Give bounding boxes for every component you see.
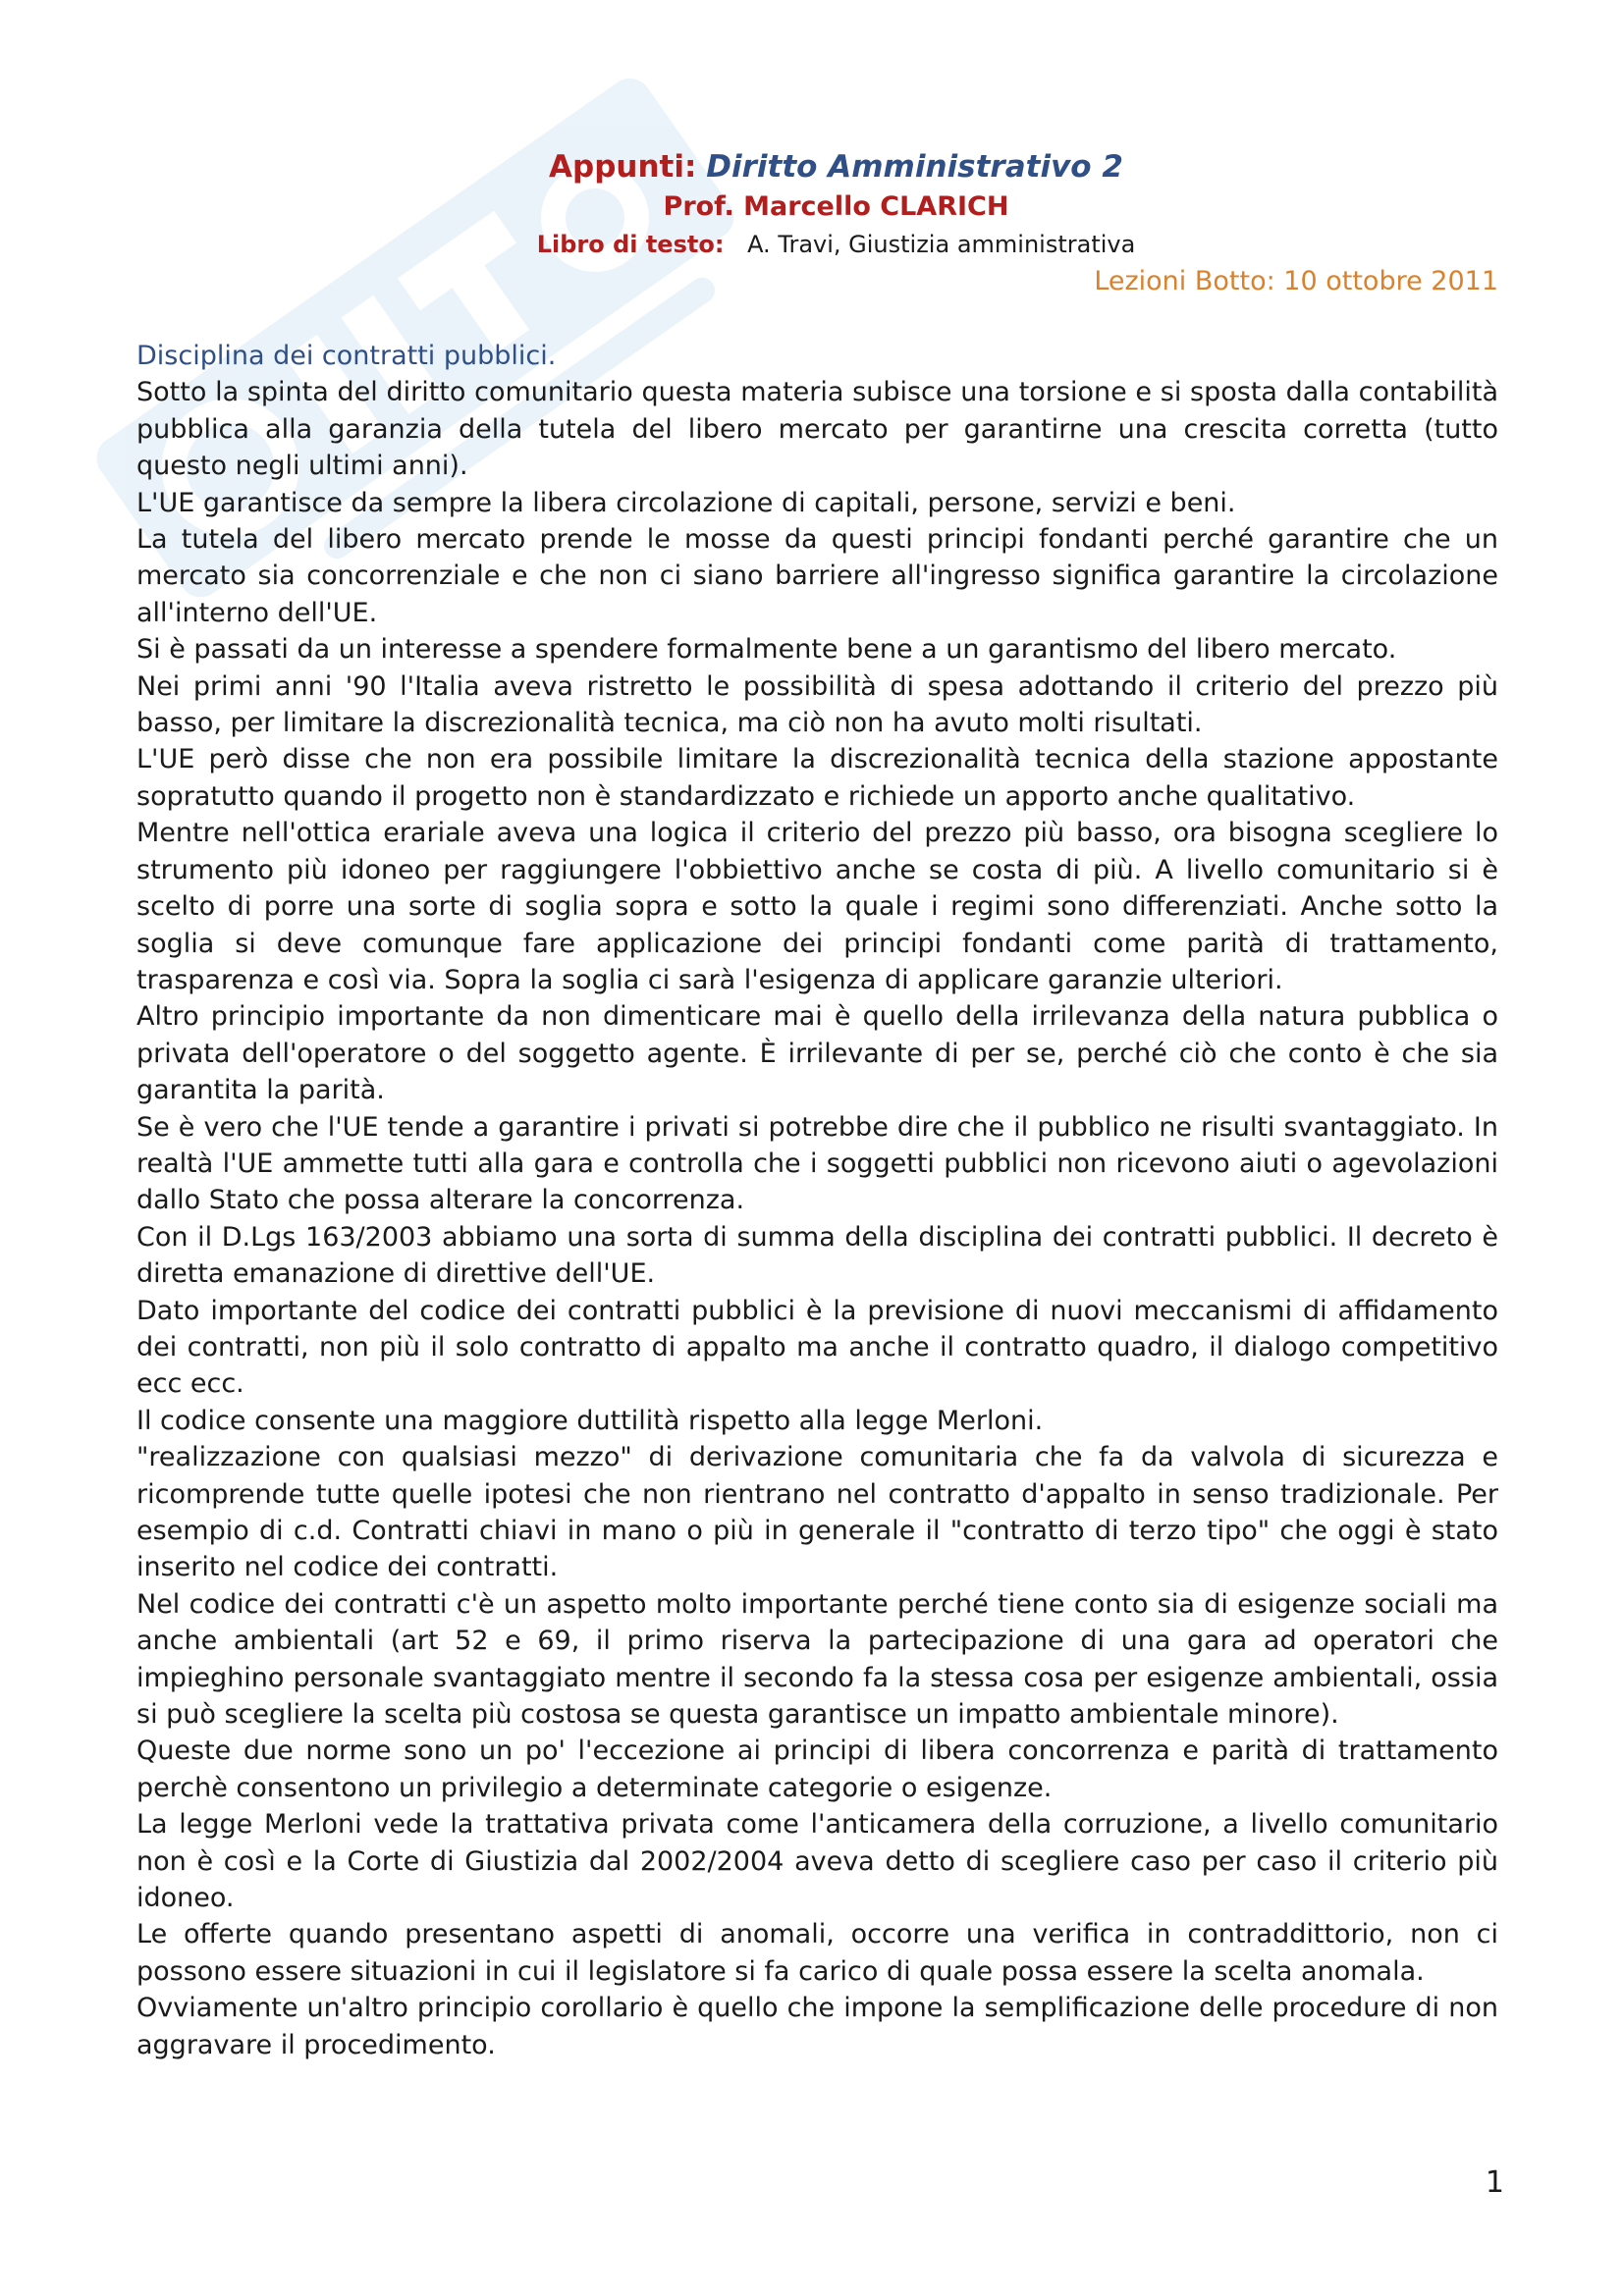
professor-name: Prof. Marcello CLARICH <box>663 191 1009 222</box>
document-header <box>0 145 1623 296</box>
paragraph: Sotto la spinta del diritto comunitario questa materia subisce una torsione e si sposta dalla contabilità pubblica alla garanzia della tutela del libero mercato per garantirne una crescita corretta (tutto questo negli ultimi anni). <box>136 377 1498 482</box>
paragraph: Dato importante del codice dei contratti pubblici è la previsione di nuovi meccanismi di affidamento dei contratti, non più il solo contratto di appalto ma anche il contratto quadro, il dialogo competitivo ecc ecc. <box>136 1295 1498 1400</box>
document-body <box>136 338 1498 2063</box>
title-label: Appunti: <box>549 149 697 185</box>
paragraph: Altro principio importante da non dimenticare mai è quello della irrilevanza della natura pubblica o privata dell'operatore o del soggetto agente. È irrilevante di per se, perché ciò che conto è che sia garantita la parità. <box>136 1001 1498 1106</box>
paragraph: L'UE garantisce da sempre la libera circolazione di capitali, persone, servizi e beni. <box>136 487 1236 518</box>
textbook-label: Libro di testo: <box>536 231 725 258</box>
document-title <box>0 145 1623 188</box>
paragraph: Ovviamente un'altro principio corollario è quello che impone la semplificazione delle procedure di non aggravare il procedimento. <box>136 1993 1498 2060</box>
paragraph: Queste due norme sono un po' l'eccezione ai principi di libera concorrenza e parità di trattamento perchè consentono un privilegio a determinate categorie o esigenze. <box>136 1735 1498 1803</box>
paragraph: Si è passati da un interesse a spendere formalmente bene a un garantismo del libero mercato. <box>136 634 1397 666</box>
textbook-line <box>0 226 1623 263</box>
textbook-text: A. Travi, Giustizia amministrativa <box>747 231 1136 258</box>
paragraph: La legge Merloni vede la trattativa privata come l'anticamera della corruzione, a livello comunitario non è così e la Corte di Giustizia dal 2002/2004 aveva detto di scegliere caso per caso il criterio più idoneo. <box>136 1809 1498 1914</box>
page-number: 1 <box>1485 2165 1504 2200</box>
paragraph: Mentre nell'ottica erariale aveva una logica il criterio del prezzo più basso, ora bisogna scegliere lo strumento più idoneo per raggiungere l'obbiettivo anche se costa di più. A livello comunitario si è scelto di porre una sorte di soglia sopra e sotto la quale i regimi sono differenziati. Anche sotto la soglia si deve comunque fare applicazione dei principi fondanti come parità di trattamento, trasparenza e così via. Sopra la soglia ci sarà l'esigenza di applicare garanzie ulteriori. <box>136 818 1498 995</box>
section-title: Disciplina dei contratti pubblici. <box>136 341 557 371</box>
paragraph: Se è vero che l'UE tende a garantire i privati si potrebbe dire che il pubblico ne risulti svantaggiato. In realtà l'UE ammette tutti alla gara e controlla che i soggetti pubblici non ricevono aiuti o agevolazioni dallo Stato che possa alterare la concorrenza. <box>136 1111 1498 1216</box>
paragraph: L'UE però disse che non era possibile limitare la discrezionalità tecnica della stazione appostante sopratutto quando il progetto non è standardizzato e richiede un apporto anche qualitativo. <box>136 744 1498 812</box>
lesson-date: Lezioni Botto: 10 ottobre 2011 <box>1094 266 1498 296</box>
paragraph: Nel codice dei contratti c'è un aspetto molto importante perché tiene conto sia di esigenze sociali ma anche ambientali (art 52 e 69, il primo riserva la partecipazione di una gara ad operatori che impieghino personale svantaggiato mentre il secondo fa la stessa cosa per esigenze ambientali, ossia si può scegliere la scelta più costosa se questa garantisce un impatto ambientale minore). <box>136 1588 1498 1731</box>
paragraph: Nei primi anni '90 l'Italia aveva ristretto le possibilità di spesa adottando il criterio del prezzo più basso, per limitare la discrezionalità tecnica, ma ciò non ha avuto molti risultati. <box>136 670 1498 739</box>
paragraph: Le offerte quando presentano aspetti di anomali, occorre una verifica in contraddittorio, non ci possono essere situazioni in cui il legislatore si fa carico di quale possa essere la scelta anomala. <box>136 1919 1498 1987</box>
paragraph: Con il D.Lgs 163/2003 abbiamo una sorta di summa della disciplina dei contratti pubblici. Il decreto è diretta emanazione di direttive dell'UE. <box>136 1221 1498 1290</box>
title-subject: Diritto Amministrativo 2 <box>706 149 1123 185</box>
paragraph: La tutela del libero mercato prende le mosse da questi principi fondanti perché garantire che un mercato sia concorrenziale e che non ci siano barriere all'ingresso significa garantire la circolazione all'interno dell'UE. <box>136 524 1498 628</box>
paragraph: "realizzazione con qualsiasi mezzo" di derivazione comunitaria che fa da valvola di sicurezza e ricomprende tutte quelle ipotesi che non rientrano nel contratto d'appalto in senso tradizionale. Per esempio di c.d. Contratti chiavi in mano o più in generale il "contratto di terzo tipo" che oggi è stato inserito nel codice dei contratti. <box>136 1442 1498 1583</box>
paragraph: Il codice consente una maggiore duttilità rispetto alla legge Merloni. <box>136 1405 1044 1436</box>
